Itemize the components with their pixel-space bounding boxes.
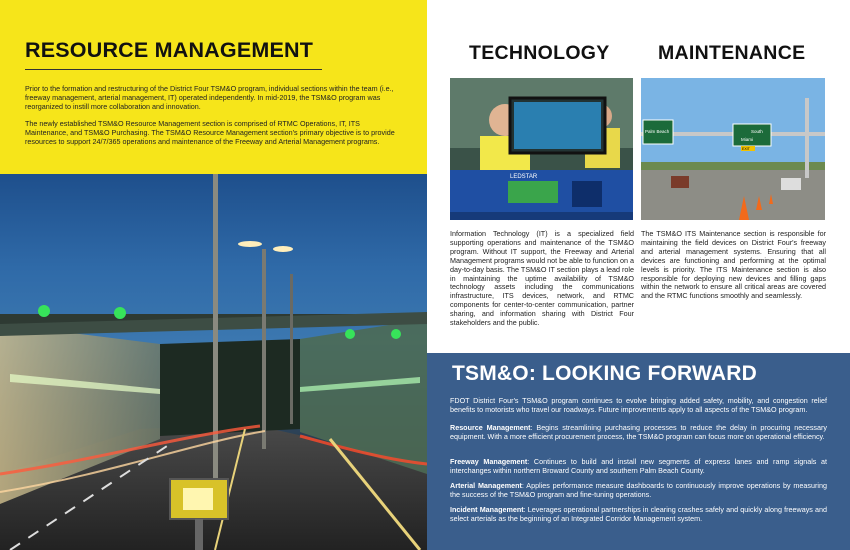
maintenance-text: The TSM&O ITS Maintenance section is responsible for maintaining the field devices on District Four's freeway and arterial management systems. Ensuring that all devices are functioning and performing at the optimal levels is priority. The ITS Maintenance section is also responsible for deploying new devices and filling gaps within the network to ensure all critical areas are covered and the RTMC functions smoothly and seamlessly. [641,229,826,301]
looking-forward-title: TSM&O: LOOKING FORWARD [452,362,757,385]
tunnel-illustration [0,174,427,550]
sign-text-palm-beach: Palm Beach [645,129,670,134]
looking-forward-item-resource-management [450,423,827,441]
item-text: : Begins streamlining purchasing processes to reduce the delay in procuring necessary equipment. With a more efficient procurement process, the TSM&O program can focus more on operational efficiency. [450,423,827,441]
technician-photo-illustration [450,78,633,220]
sign-text-miami: Miami [741,137,753,142]
item-text: : Leverages operational partnerships in clearing crashes safely and quickly along freeways and select arterials as the beginning of an Integrated Corridor Management system. [450,505,828,523]
resource-management-paragraph-2: The newly established TSM&O Resource Management section is comprised of RTMC Operations, IT, ITS Maintenance, and TSM&O Purchasing. The TSM&O Resource Management section's primary objective is to provide resources to support 24/7/365 operations and maintenance of the Freeway and Arterial Management programs. [25,119,395,146]
sign-text-south: South [751,129,763,134]
highway-photo-illustration [641,78,825,220]
looking-forward-item-arterial-management [450,481,827,499]
maintenance-photo [641,78,825,220]
tunnel-photo [0,174,427,550]
looking-forward-intro: FDOT District Four's TSM&O program continues to evolve bringing added safety, mobility, and congestion relief benefits to motorists who travel our roadways. Future improvements apply to all aspects of the TSM&O program. [450,396,827,414]
item-text: : Continues to build and install new segments of express lanes and ramp signals at interchanges within northern Broward County and southern Palm Beach County. [450,457,827,475]
item-label: Arterial Management [450,481,522,490]
item-label: Incident Management [450,505,524,514]
technology-photo [450,78,633,220]
technology-title: TECHNOLOGY [469,42,610,64]
item-label: Resource Management [450,423,531,432]
sign-text-exit: EXIT [742,147,750,151]
technology-text: Information Technology (IT) is a specialized field supporting operations and maintenance of the TSM&O program. Without IT support, the Freeway and Arterial Management programs would not be able to function on a day-to-day basis. The TSM&O IT section plays a lead role in maintaining the uptime availability of TSM&O technology assets including the communications infrastructure, ITS devices, network, and RTMC components for center-to-center communication, partner sharing, and information sharing with District Four stakeholders and the public. [450,229,634,328]
device-label: LEDSTAR [510,174,538,180]
looking-forward-item-freeway-management [450,457,827,475]
resource-management-title: RESOURCE MANAGEMENT [25,38,314,62]
title-divider [25,69,322,70]
item-label: Freeway Management [450,457,528,466]
looking-forward-item-incident-management [450,505,827,523]
maintenance-title: MAINTENANCE [658,42,806,64]
item-text: : Applies performance measure dashboards to continuously improve operations by measuring the success of the TSM&O program and fine-tuning operations. [450,481,827,499]
resource-management-paragraph-1: Prior to the formation and restructuring of the District Four TSM&O program, individual sections within the team (i.e., freeway management, arterial management, IT) operated independently. In mid-2019, the TSM&O program was reorganized to instill more collaboration and innovation. [25,84,394,111]
